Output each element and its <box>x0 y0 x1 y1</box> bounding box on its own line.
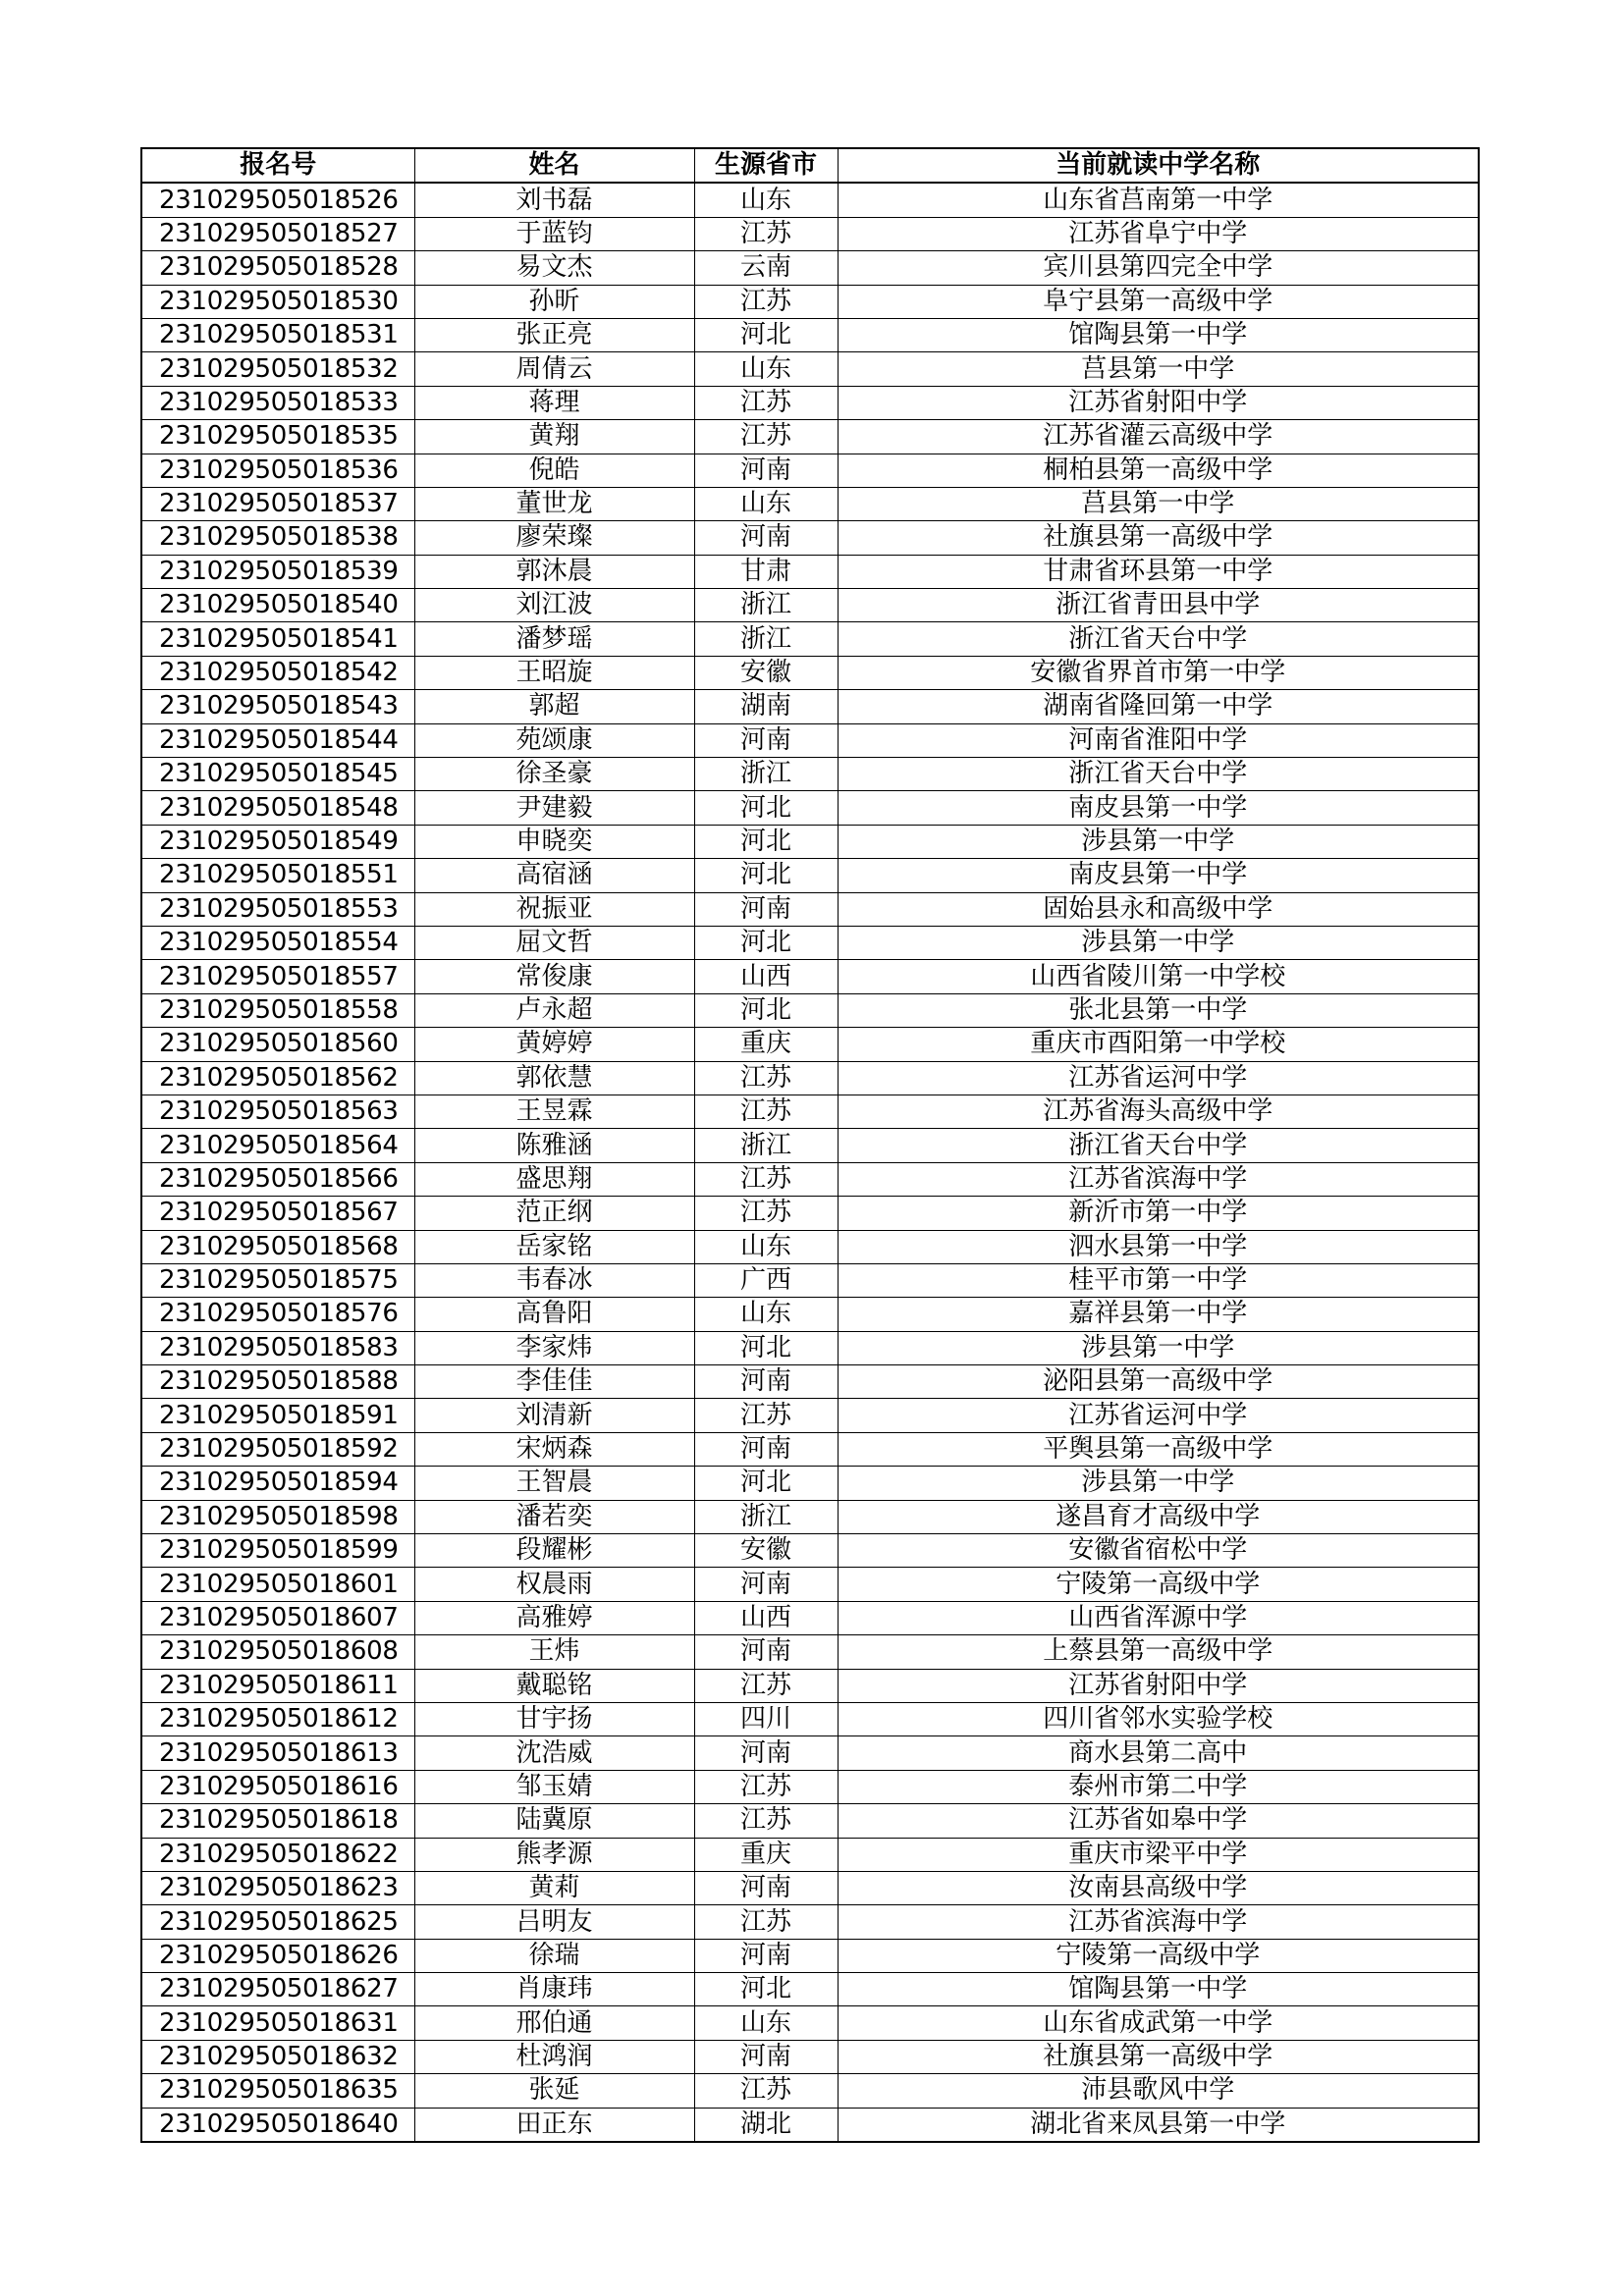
table-row <box>141 1702 1479 1735</box>
table-row <box>141 352 1479 386</box>
registration-number-cell: 231029505018558 <box>141 993 414 1027</box>
table-row <box>141 1028 1479 1061</box>
table-body <box>141 183 1479 2142</box>
school-cell: 浙江省天台中学 <box>838 758 1479 791</box>
school-cell: 宾川县第四完全中学 <box>838 251 1479 285</box>
province-cell: 浙江 <box>694 1129 838 1162</box>
province-cell: 湖北 <box>694 2108 838 2142</box>
school-cell: 江苏省运河中学 <box>838 1399 1479 1432</box>
school-cell: 湖南省隆回第一中学 <box>838 690 1479 723</box>
header-school: 当前就读中学名称 <box>838 148 1479 183</box>
table-row <box>141 285 1479 318</box>
school-cell: 江苏省射阳中学 <box>838 386 1479 419</box>
name-cell: 郭超 <box>414 690 694 723</box>
name-cell: 肖康玮 <box>414 1973 694 2006</box>
province-cell: 甘肃 <box>694 555 838 588</box>
province-cell: 河南 <box>694 454 838 487</box>
school-cell: 涉县第一中学 <box>838 926 1479 959</box>
province-cell: 江苏 <box>694 1770 838 1803</box>
school-cell: 浙江省天台中学 <box>838 1129 1479 1162</box>
table-row <box>141 1635 1479 1669</box>
province-cell: 重庆 <box>694 1838 838 1871</box>
registration-number-cell: 231029505018626 <box>141 1939 414 1972</box>
school-cell: 安徽省宿松中学 <box>838 1534 1479 1568</box>
name-cell: 段耀彬 <box>414 1534 694 1568</box>
registration-number-cell: 231029505018538 <box>141 521 414 555</box>
name-cell: 吕明友 <box>414 1905 694 1939</box>
school-cell: 四川省邻水实验学校 <box>838 1702 1479 1735</box>
school-cell: 浙江省青田县中学 <box>838 589 1479 622</box>
school-cell: 重庆市梁平中学 <box>838 1838 1479 1871</box>
school-cell: 河南省淮阳中学 <box>838 723 1479 757</box>
registration-number-cell: 231029505018612 <box>141 1702 414 1735</box>
registration-number-cell: 231029505018592 <box>141 1432 414 1466</box>
name-cell: 宋炳森 <box>414 1432 694 1466</box>
registration-number-cell: 231029505018562 <box>141 1061 414 1095</box>
school-cell: 馆陶县第一中学 <box>838 318 1479 351</box>
province-cell: 河南 <box>694 2040 838 2073</box>
name-cell: 高雅婷 <box>414 1601 694 1634</box>
province-cell: 浙江 <box>694 1500 838 1533</box>
registration-number-cell: 231029505018545 <box>141 758 414 791</box>
table-row <box>141 1736 1479 1770</box>
registration-number-cell: 231029505018544 <box>141 723 414 757</box>
name-cell: 郭依慧 <box>414 1061 694 1095</box>
name-cell: 邹玉婧 <box>414 1770 694 1803</box>
registration-number-cell: 231029505018540 <box>141 589 414 622</box>
province-cell: 河南 <box>694 521 838 555</box>
table-row <box>141 1129 1479 1162</box>
registration-number-cell: 231029505018611 <box>141 1669 414 1702</box>
province-cell: 河南 <box>694 723 838 757</box>
registration-number-cell: 231029505018598 <box>141 1500 414 1533</box>
registration-number-cell: 231029505018549 <box>141 825 414 858</box>
table-row <box>141 1298 1479 1331</box>
name-cell: 潘梦瑶 <box>414 622 694 656</box>
registration-number-cell: 231029505018539 <box>141 555 414 588</box>
name-cell: 孙昕 <box>414 285 694 318</box>
school-cell: 山西省浑源中学 <box>838 1601 1479 1634</box>
school-cell: 山东省莒南第一中学 <box>838 183 1479 217</box>
table-row <box>141 487 1479 520</box>
table-row <box>141 217 1479 250</box>
school-cell: 江苏省运河中学 <box>838 1061 1479 1095</box>
school-cell: 江苏省阜宁中学 <box>838 217 1479 250</box>
registration-number-cell: 231029505018553 <box>141 892 414 926</box>
name-cell: 刘江波 <box>414 589 694 622</box>
name-cell: 廖荣璨 <box>414 521 694 555</box>
school-cell: 遂昌育才高级中学 <box>838 1500 1479 1533</box>
registration-number-cell: 231029505018563 <box>141 1095 414 1128</box>
name-cell: 徐瑞 <box>414 1939 694 1972</box>
header-province: 生源省市 <box>694 148 838 183</box>
table-row <box>141 2108 1479 2142</box>
province-cell: 河北 <box>694 825 838 858</box>
table-row <box>141 1804 1479 1838</box>
table-header-row <box>141 148 1479 183</box>
school-cell: 社旗县第一高级中学 <box>838 521 1479 555</box>
table-row <box>141 2006 1479 2040</box>
table-row <box>141 1467 1479 1500</box>
name-cell: 尹建毅 <box>414 791 694 825</box>
registration-number-cell: 231029505018622 <box>141 1838 414 1871</box>
school-cell: 嘉祥县第一中学 <box>838 1298 1479 1331</box>
province-cell: 浙江 <box>694 622 838 656</box>
school-cell: 沛县歌风中学 <box>838 2074 1479 2108</box>
registration-number-cell: 231029505018533 <box>141 386 414 419</box>
name-cell: 王炜 <box>414 1635 694 1669</box>
table-row <box>141 926 1479 959</box>
province-cell: 河南 <box>694 1939 838 1972</box>
school-cell: 社旗县第一高级中学 <box>838 2040 1479 2073</box>
table-row <box>141 859 1479 892</box>
table-row <box>141 993 1479 1027</box>
table-row <box>141 690 1479 723</box>
table-row <box>141 622 1479 656</box>
school-cell: 江苏省滨海中学 <box>838 1162 1479 1196</box>
table-row <box>141 521 1479 555</box>
province-cell: 河南 <box>694 1365 838 1399</box>
province-cell: 河北 <box>694 1467 838 1500</box>
table-row <box>141 1061 1479 1095</box>
province-cell: 湖南 <box>694 690 838 723</box>
name-cell: 蒋理 <box>414 386 694 419</box>
table-row <box>141 555 1479 588</box>
registration-number-cell: 231029505018607 <box>141 1601 414 1634</box>
name-cell: 倪皓 <box>414 454 694 487</box>
school-cell: 山东省成武第一中学 <box>838 2006 1479 2040</box>
table-row <box>141 454 1479 487</box>
table-row <box>141 1905 1479 1939</box>
province-cell: 安徽 <box>694 656 838 689</box>
registration-number-cell: 231029505018566 <box>141 1162 414 1196</box>
table-row <box>141 318 1479 351</box>
school-cell: 重庆市酉阳第一中学校 <box>838 1028 1479 1061</box>
school-cell: 浙江省天台中学 <box>838 622 1479 656</box>
province-cell: 云南 <box>694 251 838 285</box>
registration-number-cell: 231029505018536 <box>141 454 414 487</box>
province-cell: 山东 <box>694 352 838 386</box>
name-cell: 甘宇扬 <box>414 1702 694 1735</box>
registration-number-cell: 231029505018560 <box>141 1028 414 1061</box>
province-cell: 江苏 <box>694 386 838 419</box>
registration-number-cell: 231029505018632 <box>141 2040 414 2073</box>
registration-number-cell: 231029505018543 <box>141 690 414 723</box>
province-cell: 山东 <box>694 2006 838 2040</box>
name-cell: 邢伯通 <box>414 2006 694 2040</box>
table-row <box>141 1331 1479 1364</box>
province-cell: 河北 <box>694 859 838 892</box>
table-row <box>141 1197 1479 1230</box>
header-registration-number: 报名号 <box>141 148 414 183</box>
name-cell: 陈雅涵 <box>414 1129 694 1162</box>
school-cell: 江苏省射阳中学 <box>838 1669 1479 1702</box>
school-cell: 桐柏县第一高级中学 <box>838 454 1479 487</box>
school-cell: 莒县第一中学 <box>838 487 1479 520</box>
registration-number-cell: 231029505018616 <box>141 1770 414 1803</box>
table-row <box>141 1770 1479 1803</box>
school-cell: 上蔡县第一高级中学 <box>838 1635 1479 1669</box>
table-row <box>141 386 1479 419</box>
registration-number-cell: 231029505018530 <box>141 285 414 318</box>
school-cell: 江苏省滨海中学 <box>838 1905 1479 1939</box>
name-cell: 周倩云 <box>414 352 694 386</box>
table-row <box>141 758 1479 791</box>
table-row <box>141 960 1479 993</box>
province-cell: 重庆 <box>694 1028 838 1061</box>
name-cell: 李家炜 <box>414 1331 694 1364</box>
registration-number-cell: 231029505018613 <box>141 1736 414 1770</box>
province-cell: 江苏 <box>694 420 838 454</box>
name-cell: 张延 <box>414 2074 694 2108</box>
table-row <box>141 1500 1479 1533</box>
registration-number-cell: 231029505018627 <box>141 1973 414 2006</box>
table-row <box>141 1399 1479 1432</box>
name-cell: 屈文哲 <box>414 926 694 959</box>
registration-number-cell: 231029505018575 <box>141 1263 414 1297</box>
table-row <box>141 892 1479 926</box>
province-cell: 江苏 <box>694 1669 838 1702</box>
province-cell: 江苏 <box>694 1095 838 1128</box>
name-cell: 郭沐晨 <box>414 555 694 588</box>
province-cell: 江苏 <box>694 1197 838 1230</box>
registration-number-cell: 231029505018541 <box>141 622 414 656</box>
name-cell: 卢永超 <box>414 993 694 1027</box>
province-cell: 江苏 <box>694 1399 838 1432</box>
school-cell: 泰州市第二中学 <box>838 1770 1479 1803</box>
school-cell: 甘肃省环县第一中学 <box>838 555 1479 588</box>
registration-number-cell: 231029505018528 <box>141 251 414 285</box>
school-cell: 山西省陵川第一中学校 <box>838 960 1479 993</box>
table-row <box>141 1432 1479 1466</box>
name-cell: 刘清新 <box>414 1399 694 1432</box>
table-row <box>141 825 1479 858</box>
school-cell: 江苏省灌云高级中学 <box>838 420 1479 454</box>
table-row <box>141 1230 1479 1263</box>
table-row <box>141 2074 1479 2108</box>
school-cell: 商水县第二高中 <box>838 1736 1479 1770</box>
registration-number-cell: 231029505018635 <box>141 2074 414 2108</box>
table-row <box>141 251 1479 285</box>
school-cell: 泗水县第一中学 <box>838 1230 1479 1263</box>
name-cell: 易文杰 <box>414 251 694 285</box>
table-row <box>141 1263 1479 1297</box>
school-cell: 湖北省来凤县第一中学 <box>838 2108 1479 2142</box>
table-row <box>141 1669 1479 1702</box>
name-cell: 潘若奕 <box>414 1500 694 1533</box>
name-cell: 黄莉 <box>414 1871 694 1904</box>
registration-number-cell: 231029505018542 <box>141 656 414 689</box>
name-cell: 黄婷婷 <box>414 1028 694 1061</box>
school-cell: 涉县第一中学 <box>838 1467 1479 1500</box>
registration-number-cell: 231029505018608 <box>141 1635 414 1669</box>
table-row <box>141 1973 1479 2006</box>
province-cell: 河北 <box>694 318 838 351</box>
name-cell: 岳家铭 <box>414 1230 694 1263</box>
name-cell: 范正纲 <box>414 1197 694 1230</box>
registration-number-cell: 231029505018537 <box>141 487 414 520</box>
province-cell: 安徽 <box>694 1534 838 1568</box>
school-cell: 安徽省界首市第一中学 <box>838 656 1479 689</box>
name-cell: 高鲁阳 <box>414 1298 694 1331</box>
name-cell: 刘书磊 <box>414 183 694 217</box>
province-cell: 江苏 <box>694 2074 838 2108</box>
name-cell: 权晨雨 <box>414 1568 694 1601</box>
school-cell: 南皮县第一中学 <box>838 859 1479 892</box>
province-cell: 山东 <box>694 1230 838 1263</box>
name-cell: 韦春冰 <box>414 1263 694 1297</box>
school-cell: 桂平市第一中学 <box>838 1263 1479 1297</box>
registration-number-cell: 231029505018526 <box>141 183 414 217</box>
province-cell: 江苏 <box>694 217 838 250</box>
registration-number-cell: 231029505018532 <box>141 352 414 386</box>
registration-number-cell: 231029505018535 <box>141 420 414 454</box>
name-cell: 盛思翔 <box>414 1162 694 1196</box>
table-row <box>141 723 1479 757</box>
province-cell: 广西 <box>694 1263 838 1297</box>
province-cell: 河南 <box>694 1568 838 1601</box>
table-row <box>141 1365 1479 1399</box>
registration-number-cell: 231029505018527 <box>141 217 414 250</box>
name-cell: 王昭旋 <box>414 656 694 689</box>
registration-number-cell: 231029505018564 <box>141 1129 414 1162</box>
name-cell: 王昱霖 <box>414 1095 694 1128</box>
name-cell: 徐圣豪 <box>414 758 694 791</box>
province-cell: 江苏 <box>694 1804 838 1838</box>
registration-number-cell: 231029505018588 <box>141 1365 414 1399</box>
table-row <box>141 420 1479 454</box>
province-cell: 河南 <box>694 1432 838 1466</box>
province-cell: 河北 <box>694 993 838 1027</box>
registration-number-cell: 231029505018625 <box>141 1905 414 1939</box>
province-cell: 江苏 <box>694 1162 838 1196</box>
registration-number-cell: 231029505018594 <box>141 1467 414 1500</box>
name-cell: 王智晨 <box>414 1467 694 1500</box>
table-row <box>141 589 1479 622</box>
name-cell: 张正亮 <box>414 318 694 351</box>
registration-number-cell: 231029505018557 <box>141 960 414 993</box>
name-cell: 杜鸿润 <box>414 2040 694 2073</box>
registration-number-cell: 231029505018631 <box>141 2006 414 2040</box>
table-row <box>141 656 1479 689</box>
province-cell: 河北 <box>694 791 838 825</box>
school-cell: 阜宁县第一高级中学 <box>838 285 1479 318</box>
province-cell: 江苏 <box>694 1905 838 1939</box>
school-cell: 涉县第一中学 <box>838 1331 1479 1364</box>
registration-number-cell: 231029505018591 <box>141 1399 414 1432</box>
province-cell: 河北 <box>694 1973 838 2006</box>
registration-number-cell: 231029505018623 <box>141 1871 414 1904</box>
province-cell: 山东 <box>694 183 838 217</box>
province-cell: 浙江 <box>694 758 838 791</box>
school-cell: 平舆县第一高级中学 <box>838 1432 1479 1466</box>
registration-number-cell: 231029505018567 <box>141 1197 414 1230</box>
province-cell: 河北 <box>694 1331 838 1364</box>
province-cell: 河南 <box>694 1736 838 1770</box>
header-name: 姓名 <box>414 148 694 183</box>
registration-number-cell: 231029505018640 <box>141 2108 414 2142</box>
name-cell: 戴聪铭 <box>414 1669 694 1702</box>
school-cell: 新沂市第一中学 <box>838 1197 1479 1230</box>
registration-number-cell: 231029505018583 <box>141 1331 414 1364</box>
province-cell: 江苏 <box>694 285 838 318</box>
school-cell: 固始县永和高级中学 <box>838 892 1479 926</box>
registration-number-cell: 231029505018618 <box>141 1804 414 1838</box>
student-table <box>140 147 1480 2143</box>
province-cell: 河南 <box>694 1871 838 1904</box>
registration-number-cell: 231029505018568 <box>141 1230 414 1263</box>
table-row <box>141 1162 1479 1196</box>
table-row <box>141 1095 1479 1128</box>
name-cell: 李佳佳 <box>414 1365 694 1399</box>
school-cell: 泌阳县第一高级中学 <box>838 1365 1479 1399</box>
province-cell: 河南 <box>694 892 838 926</box>
province-cell: 山东 <box>694 487 838 520</box>
school-cell: 宁陵第一高级中学 <box>838 1568 1479 1601</box>
name-cell: 田正东 <box>414 2108 694 2142</box>
school-cell: 江苏省海头高级中学 <box>838 1095 1479 1128</box>
school-cell: 馆陶县第一中学 <box>838 1973 1479 2006</box>
registration-number-cell: 231029505018599 <box>141 1534 414 1568</box>
table-row <box>141 1838 1479 1871</box>
name-cell: 陆冀原 <box>414 1804 694 1838</box>
province-cell: 河北 <box>694 926 838 959</box>
name-cell: 祝振亚 <box>414 892 694 926</box>
province-cell: 四川 <box>694 1702 838 1735</box>
table-row <box>141 1871 1479 1904</box>
registration-number-cell: 231029505018576 <box>141 1298 414 1331</box>
school-cell: 南皮县第一中学 <box>838 791 1479 825</box>
school-cell: 宁陵第一高级中学 <box>838 1939 1479 1972</box>
name-cell: 于蓝钧 <box>414 217 694 250</box>
name-cell: 黄翔 <box>414 420 694 454</box>
school-cell: 江苏省如皋中学 <box>838 1804 1479 1838</box>
province-cell: 江苏 <box>694 1061 838 1095</box>
name-cell: 高宿涵 <box>414 859 694 892</box>
table-row <box>141 183 1479 217</box>
name-cell: 董世龙 <box>414 487 694 520</box>
table-row <box>141 1534 1479 1568</box>
table-row <box>141 1601 1479 1634</box>
registration-number-cell: 231029505018531 <box>141 318 414 351</box>
province-cell: 山东 <box>694 1298 838 1331</box>
registration-number-cell: 231029505018548 <box>141 791 414 825</box>
school-cell: 汝南县高级中学 <box>838 1871 1479 1904</box>
province-cell: 山西 <box>694 1601 838 1634</box>
name-cell: 苑颂康 <box>414 723 694 757</box>
province-cell: 浙江 <box>694 589 838 622</box>
school-cell: 张北县第一中学 <box>838 993 1479 1027</box>
name-cell: 沈浩威 <box>414 1736 694 1770</box>
table-row <box>141 1939 1479 1972</box>
school-cell: 涉县第一中学 <box>838 825 1479 858</box>
registration-number-cell: 231029505018601 <box>141 1568 414 1601</box>
table-row <box>141 1568 1479 1601</box>
school-cell: 莒县第一中学 <box>838 352 1479 386</box>
table-row <box>141 791 1479 825</box>
name-cell: 常俊康 <box>414 960 694 993</box>
name-cell: 申晓奕 <box>414 825 694 858</box>
registration-number-cell: 231029505018554 <box>141 926 414 959</box>
table-row <box>141 2040 1479 2073</box>
province-cell: 山西 <box>694 960 838 993</box>
name-cell: 熊孝源 <box>414 1838 694 1871</box>
province-cell: 河南 <box>694 1635 838 1669</box>
registration-number-cell: 231029505018551 <box>141 859 414 892</box>
